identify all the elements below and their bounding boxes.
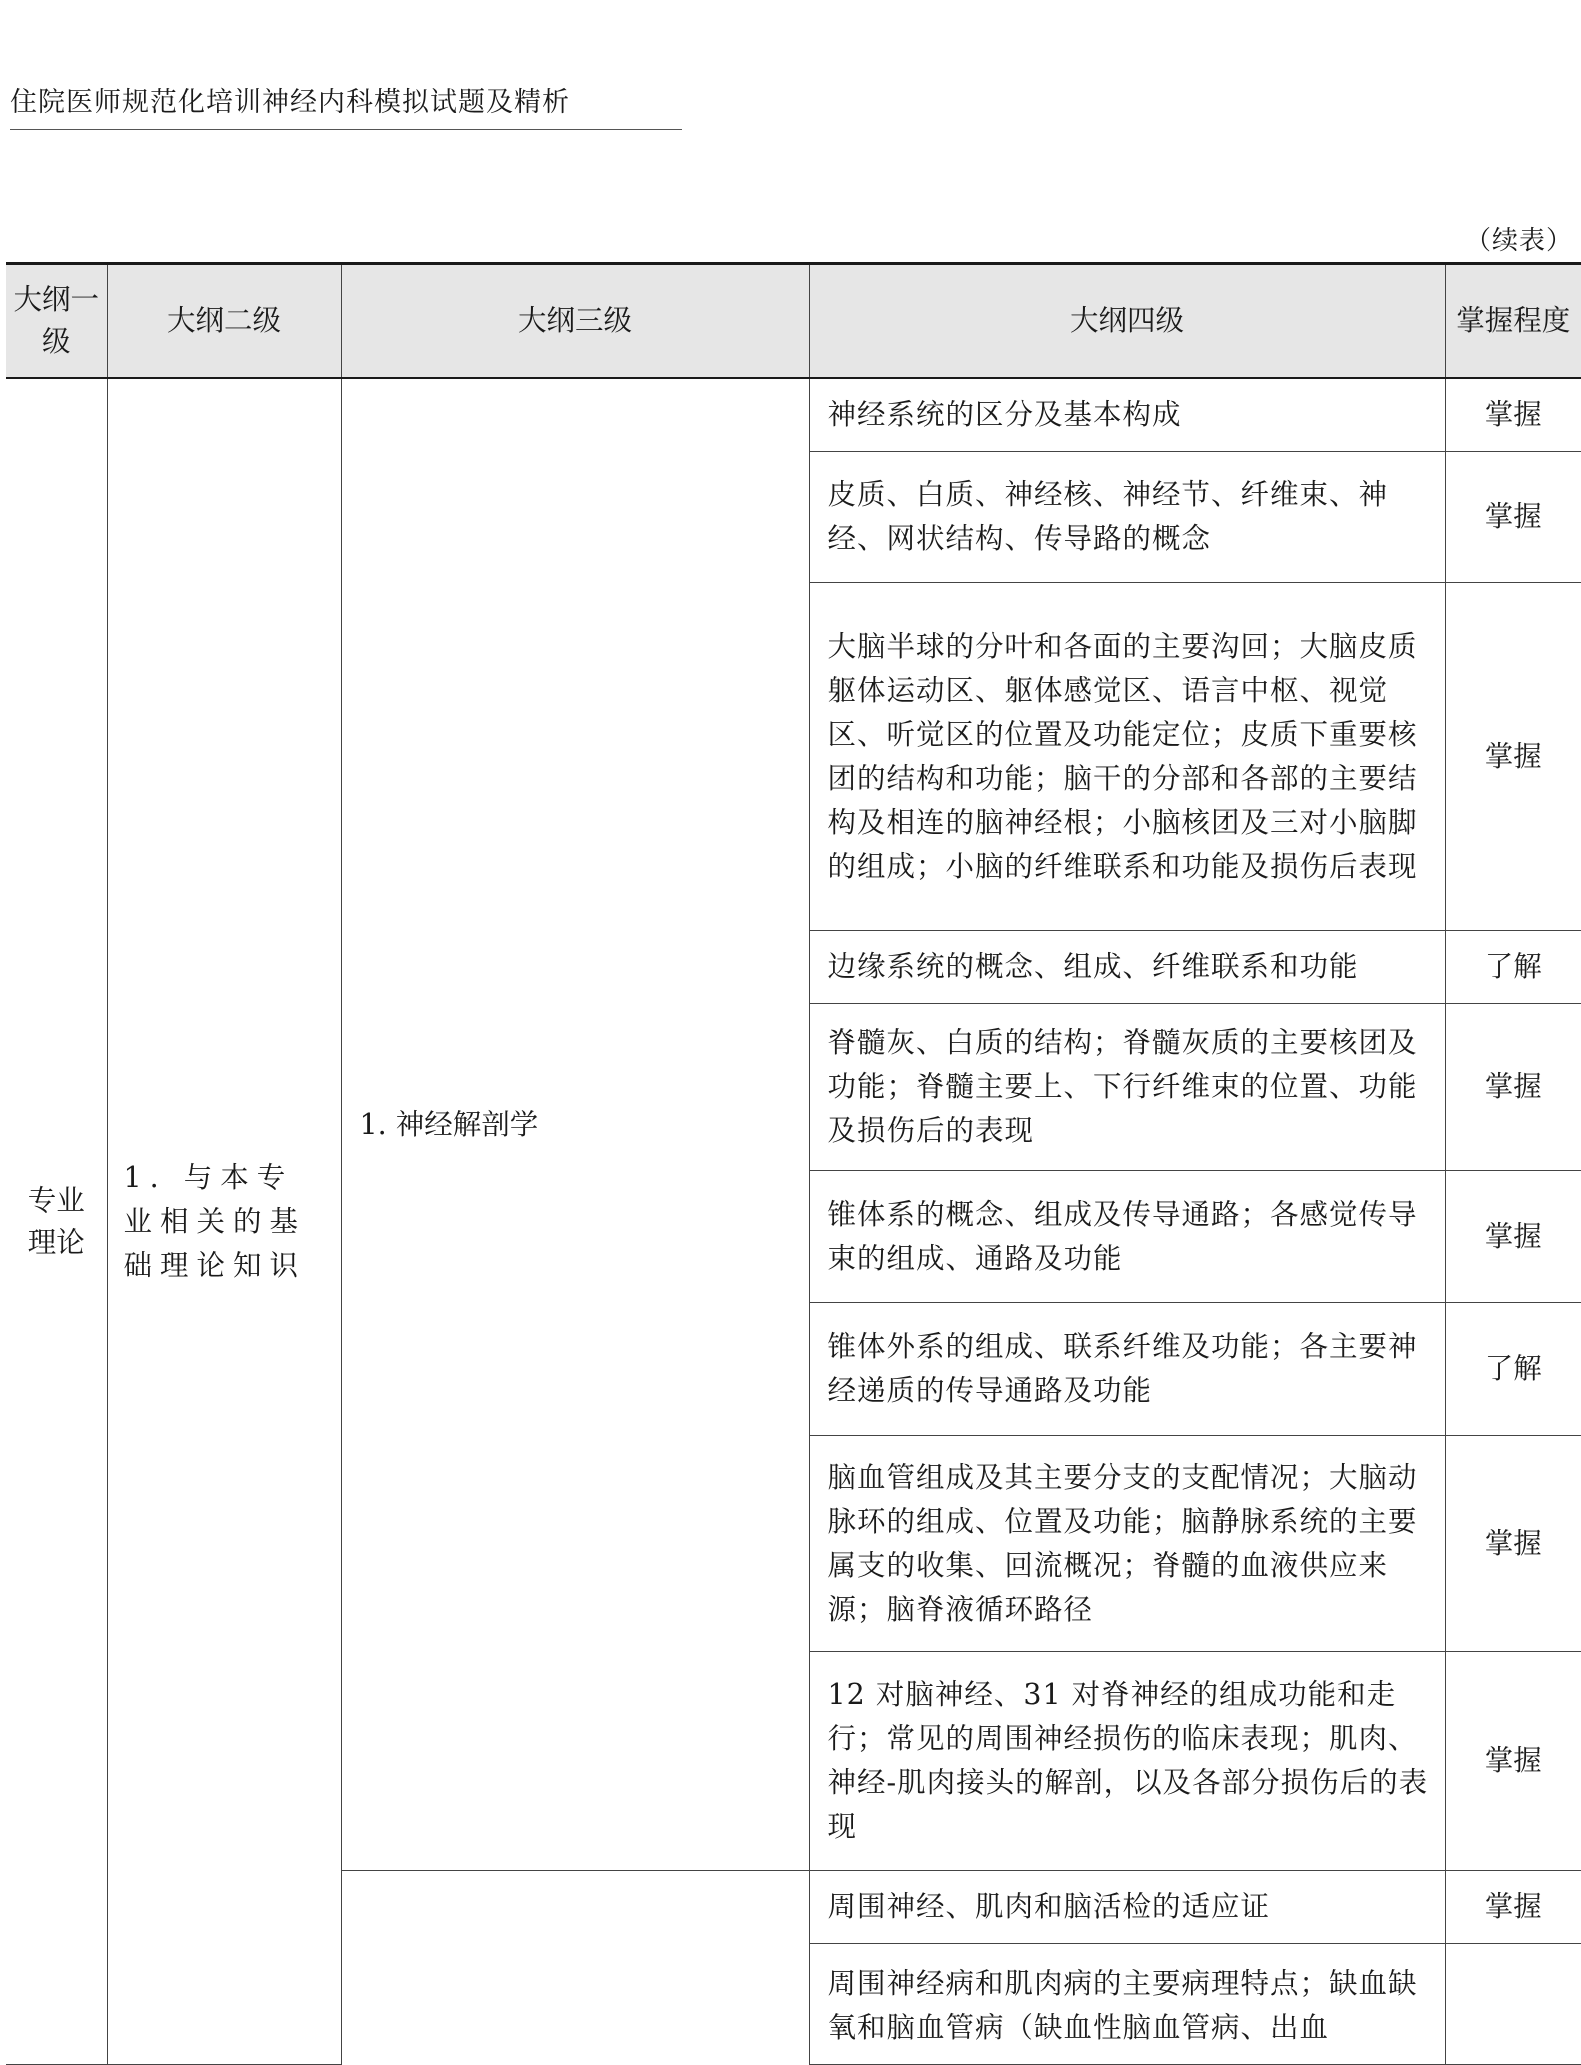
level4-cell: 大脑半球的分叶和各面的主要沟回；大脑皮质躯体运动区、躯体感觉区、语言中枢、视觉区、听觉区的位置及功能定位；皮质下重要核团的结构和功能；脑干的分部和各部的主要结构及相连的脑神经根；小脑核团及三对小脑脚的组成；小脑的纤维联系和功能及损伤后表现 — [809, 583, 1445, 931]
mastery-cell: 掌握 — [1445, 1652, 1581, 1871]
mastery-cell — [1445, 1944, 1581, 2065]
mastery-cell: 掌握 — [1445, 378, 1581, 452]
level4-cell: 周围神经病和肌肉病的主要病理特点；缺血缺氧和脑血管病（缺血性脑血管病、出血 — [809, 1944, 1445, 2065]
header-mastery: 掌握程度 — [1445, 264, 1581, 379]
mastery-cell: 掌握 — [1445, 452, 1581, 583]
level4-cell: 脊髓灰、白质的结构；脊髓灰质的主要核团及功能；脊髓主要上、下行纤维束的位置、功能及损伤后的表现 — [809, 1004, 1445, 1171]
level1-cell: 专业理论 — [6, 378, 107, 2065]
level4-cell: 神经系统的区分及基本构成 — [809, 378, 1445, 452]
mastery-cell: 了解 — [1445, 931, 1581, 1004]
header-level1: 大纲一级 — [6, 264, 107, 379]
level3-cell: 1. 神经解剖学 — [341, 378, 809, 1871]
table-header-row — [6, 264, 1581, 379]
header-level4: 大纲四级 — [809, 264, 1445, 379]
mastery-cell: 掌握 — [1445, 1871, 1581, 1944]
running-header: 住院医师规范化培训神经内科模拟试题及精析 — [10, 80, 682, 130]
syllabus-table — [6, 262, 1581, 2065]
mastery-cell: 掌握 — [1445, 1436, 1581, 1652]
continued-table-note: （续表） — [1464, 226, 1573, 256]
mastery-cell: 掌握 — [1445, 583, 1581, 931]
mastery-cell: 掌握 — [1445, 1171, 1581, 1303]
header-level3: 大纲三级 — [341, 264, 809, 379]
level4-cell: 周围神经、肌肉和脑活检的适应证 — [809, 1871, 1445, 1944]
level3-cell — [341, 1871, 809, 2065]
mastery-cell: 掌握 — [1445, 1004, 1581, 1171]
header-level2: 大纲二级 — [107, 264, 341, 379]
level4-cell: 边缘系统的概念、组成、纤维联系和功能 — [809, 931, 1445, 1004]
level2-cell: 1. 与本专业相关的基础理论知识 — [107, 378, 341, 2065]
table-row — [6, 378, 1581, 452]
level4-cell: 锥体系的概念、组成及传导通路；各感觉传导束的组成、通路及功能 — [809, 1171, 1445, 1303]
level4-cell: 12 对脑神经、31 对脊神经的组成功能和走行；常见的周围神经损伤的临床表现；肌肉、神经-肌肉接头的解剖，以及各部分损伤后的表现 — [809, 1652, 1445, 1871]
level4-cell: 皮质、白质、神经核、神经节、纤维束、神经、网状结构、传导路的概念 — [809, 452, 1445, 583]
level4-cell: 脑血管组成及其主要分支的支配情况；大脑动脉环的组成、位置及功能；脑静脉系统的主要属支的收集、回流概况；脊髓的血液供应来源；脑脊液循环路径 — [809, 1436, 1445, 1652]
mastery-cell: 了解 — [1445, 1303, 1581, 1436]
level4-cell: 锥体外系的组成、联系纤维及功能；各主要神经递质的传导通路及功能 — [809, 1303, 1445, 1436]
